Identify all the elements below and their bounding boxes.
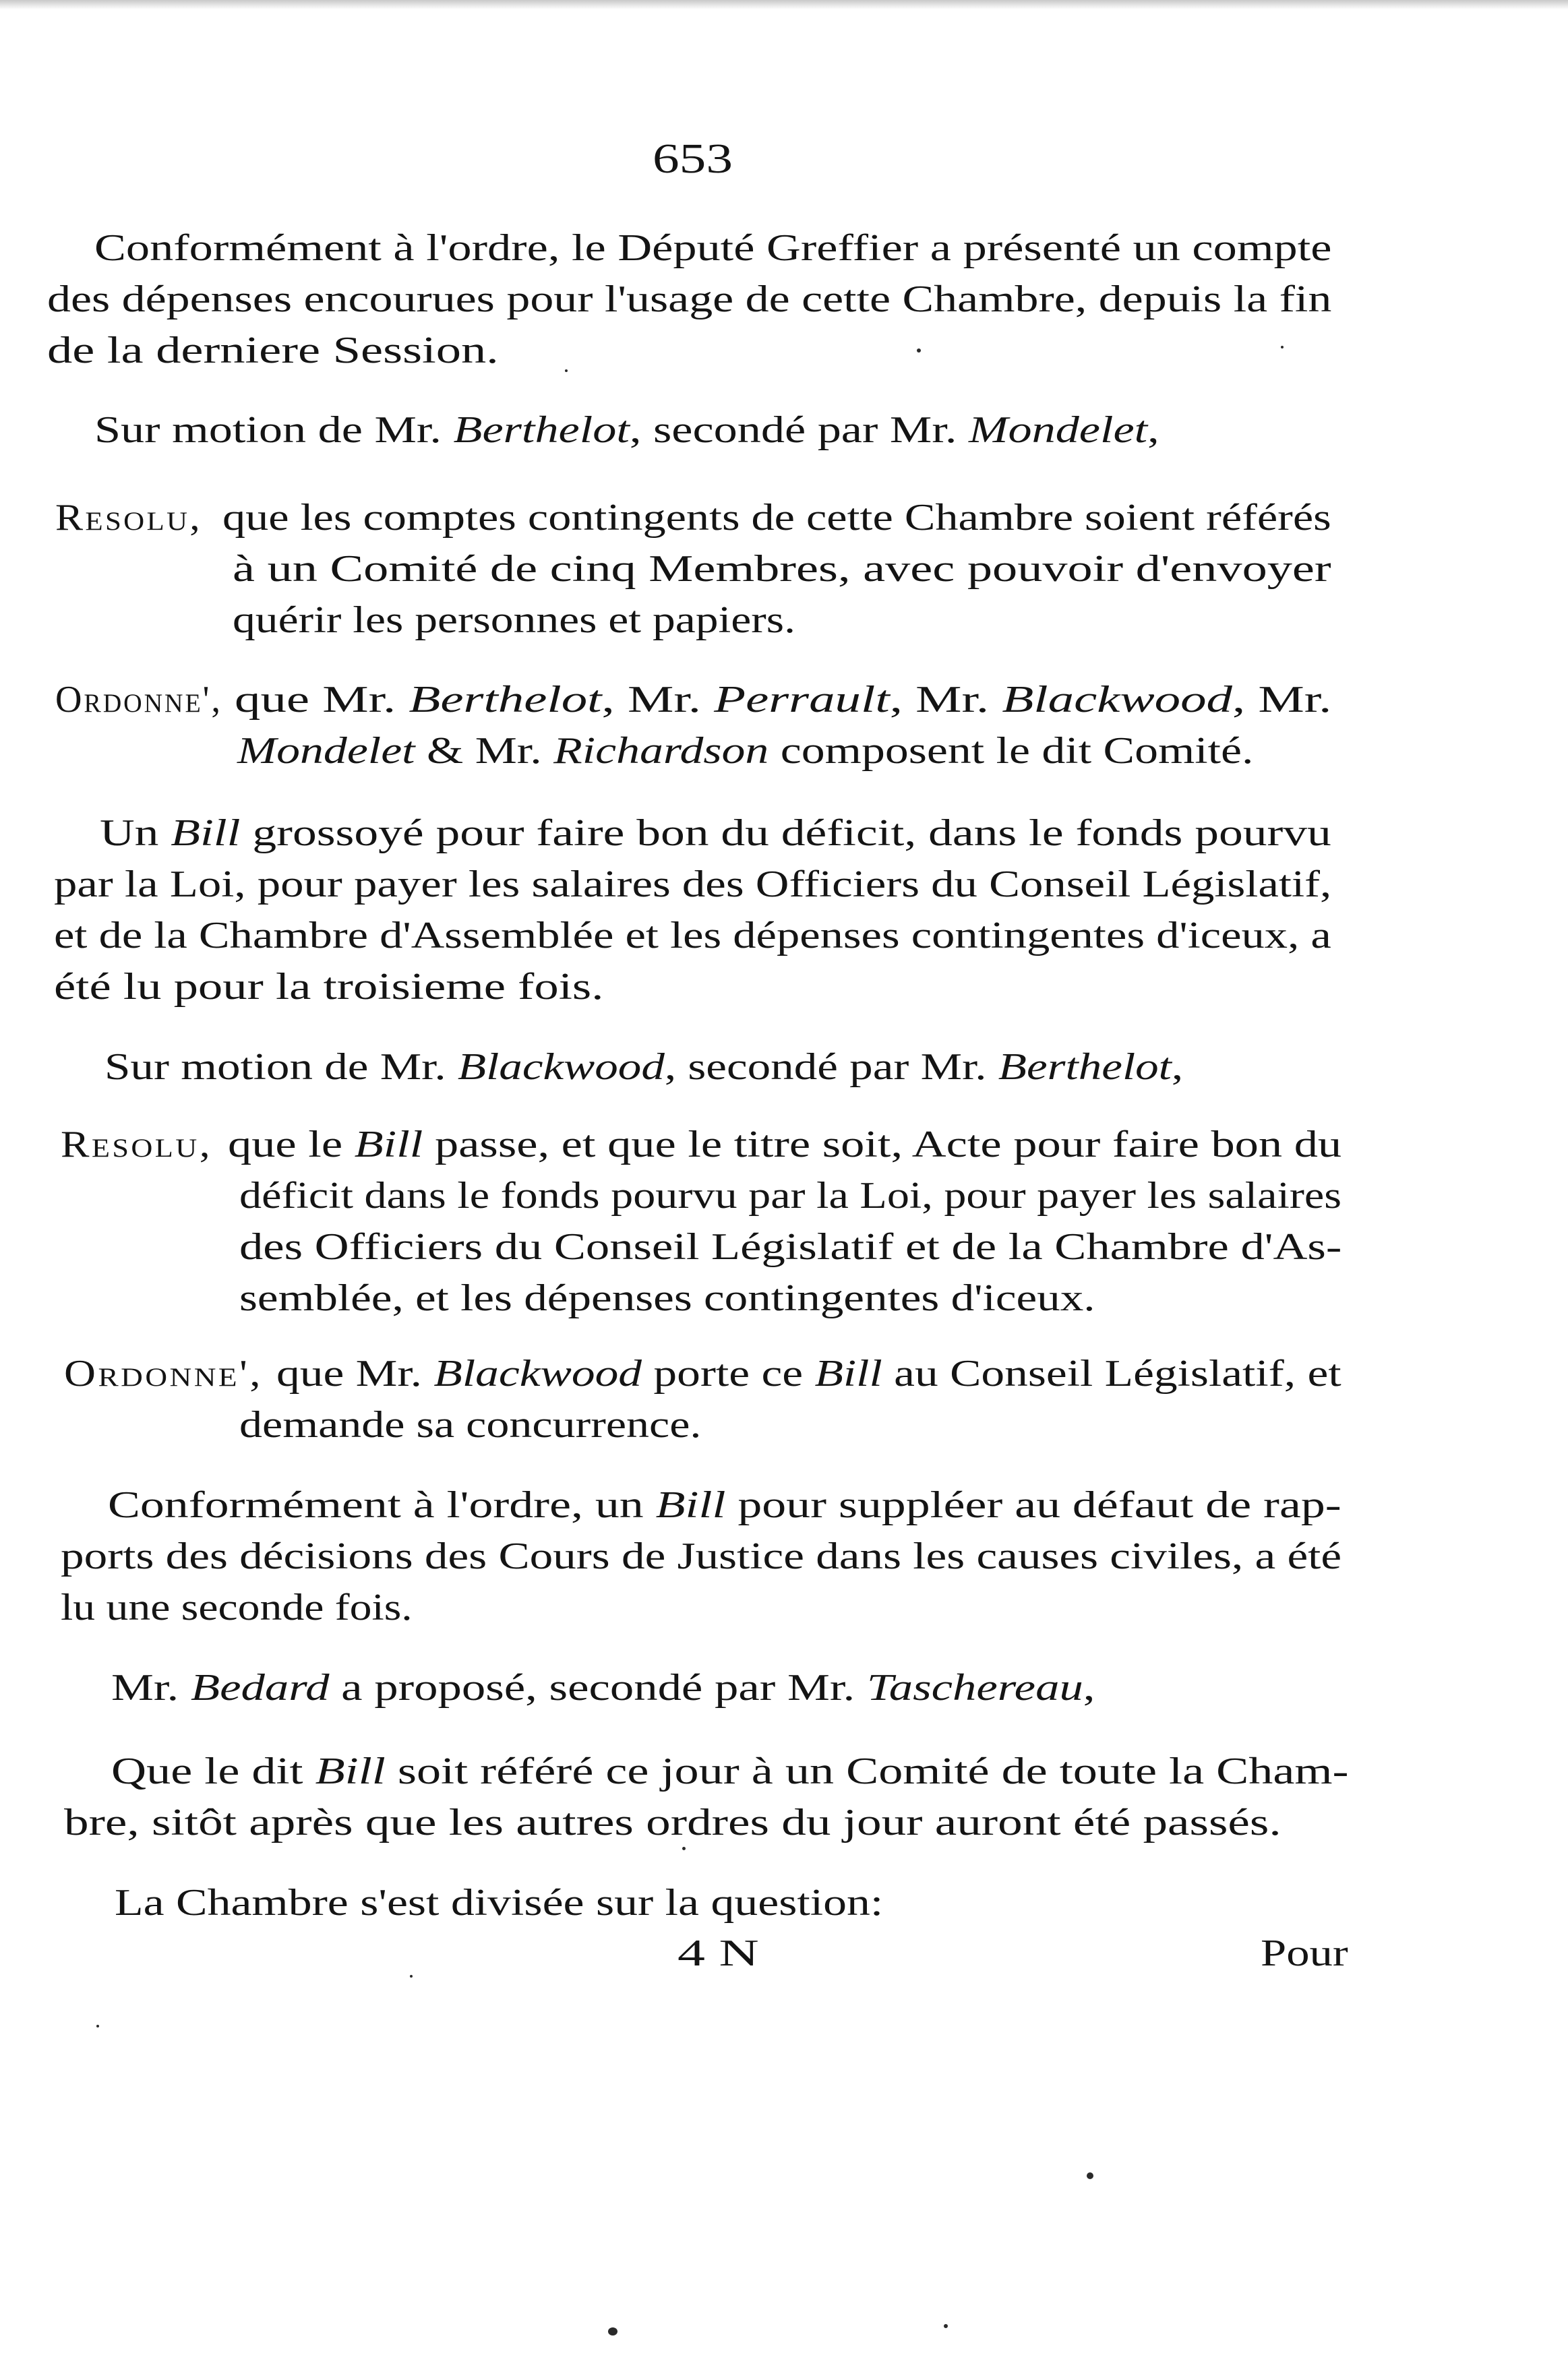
ink-speck <box>96 2025 99 2027</box>
text-line: La Chambre s'est divisée sur la question: <box>115 1882 884 1924</box>
text-line: que le Bill passe, et que le titre soit, Acte pour faire bon du <box>228 1124 1342 1165</box>
member-name: Richardson <box>553 730 769 772</box>
text-line: de la derniere Session. <box>47 330 499 371</box>
ink-speck <box>608 2327 617 2336</box>
text-line: Sur motion de Mr. Blackwood, secondé par Mr. Berthelot, <box>104 1046 1184 1088</box>
text-line: que les comptes contingents de cette Chambre soient référés <box>222 497 1331 539</box>
member-name: Taschereau <box>866 1667 1083 1709</box>
order-label: Ordonne', <box>64 1353 264 1395</box>
text-line: Conformément à l'ordre, le Député Greffier a présenté un compte <box>94 227 1332 269</box>
ink-speck <box>944 2324 948 2328</box>
text-line: que Mr. Blackwood porte ce Bill au Conseil Législatif, et <box>276 1353 1341 1395</box>
signature-mark: 4 N <box>677 1932 759 1974</box>
text-line: quérir les personnes et papiers. <box>233 599 795 641</box>
resolution-label: Resolu, <box>61 1124 213 1165</box>
text-line: semblée, et les dépenses contingentes d'iceux. <box>239 1277 1095 1319</box>
text-line: et de la Chambre d'Assemblée et les dépenses contingentes d'iceux, a <box>54 915 1331 956</box>
text-line: bre, sitôt après que les autres ordres du jour auront été passés. <box>64 1802 1281 1843</box>
ink-speck <box>565 369 568 372</box>
text-line: par la Loi, pour payer les salaires des Officiers du Conseil Législatif, <box>54 863 1332 905</box>
member-name: Berthelot <box>453 409 630 451</box>
member-name: Perrault <box>714 679 890 721</box>
text-line: des dépenses encourues pour l'usage de cette Chambre, depuis la fin <box>47 278 1332 320</box>
text-line: déficit dans le fonds pourvu par la Loi, pour payer les salaires <box>239 1175 1342 1217</box>
member-name: Bedard <box>190 1667 330 1709</box>
text-line: été lu pour la troisieme fois. <box>54 966 604 1008</box>
text-line: Un Bill grossoyé pour faire bon du déficit, dans le fonds pourvu <box>100 812 1331 854</box>
member-name: Blackwood <box>457 1046 665 1088</box>
member-name: Blackwood <box>1002 679 1232 721</box>
member-name: Berthelot <box>998 1046 1172 1088</box>
text-line: Mr. Bedard a proposé, secondé par Mr. Taschereau, <box>111 1667 1095 1709</box>
ink-speck <box>1281 346 1284 348</box>
order-label: Ordonne', <box>55 679 223 721</box>
ink-speck <box>1087 2172 1093 2179</box>
text-line: demande sa concurrence. <box>239 1404 702 1446</box>
text-line: Conformément à l'ordre, un Bill pour suppléer au défaut de rap- <box>108 1484 1341 1526</box>
resolution-label: Resolu, <box>55 497 203 539</box>
text-line: des Officiers du Conseil Législatif et de la Chambre d'As- <box>239 1226 1342 1268</box>
text-line: Que le dit Bill soit référé ce jour à un Comité de toute la Cham- <box>111 1750 1349 1792</box>
bill-word: Bill <box>354 1124 423 1165</box>
catchword: Pour <box>1261 1932 1348 1974</box>
page-number: 653 <box>653 136 733 182</box>
text-line: Mondelet & Mr. Richardson composent le dit Comité. <box>237 730 1254 772</box>
text-line: Sur motion de Mr. Berthelot, secondé par Mr. Mondelet, <box>94 409 1159 451</box>
member-name: Blackwood <box>433 1353 642 1395</box>
scan-top-edge <box>0 0 1568 9</box>
text-line: que Mr. Berthelot, Mr. Perrault, Mr. Blackwood, Mr. <box>235 679 1332 721</box>
member-name: Mondelet <box>968 409 1148 451</box>
text-line: lu une seconde fois. <box>61 1587 413 1628</box>
bill-word: Bill <box>814 1353 882 1395</box>
ink-speck <box>410 1975 413 1978</box>
text-line: à un Comité de cinq Membres, avec pouvoir d'envoyer <box>233 548 1331 590</box>
ink-speck <box>917 348 921 353</box>
member-name: Berthelot <box>409 679 602 721</box>
ink-speck <box>682 1847 686 1850</box>
text-line: ports des décisions des Cours de Justice dans les causes civiles, a été <box>61 1535 1342 1577</box>
member-name: Mondelet <box>237 730 415 772</box>
bill-word: Bill <box>315 1750 386 1792</box>
bill-word: Bill <box>171 812 241 854</box>
bill-word: Bill <box>655 1484 726 1526</box>
